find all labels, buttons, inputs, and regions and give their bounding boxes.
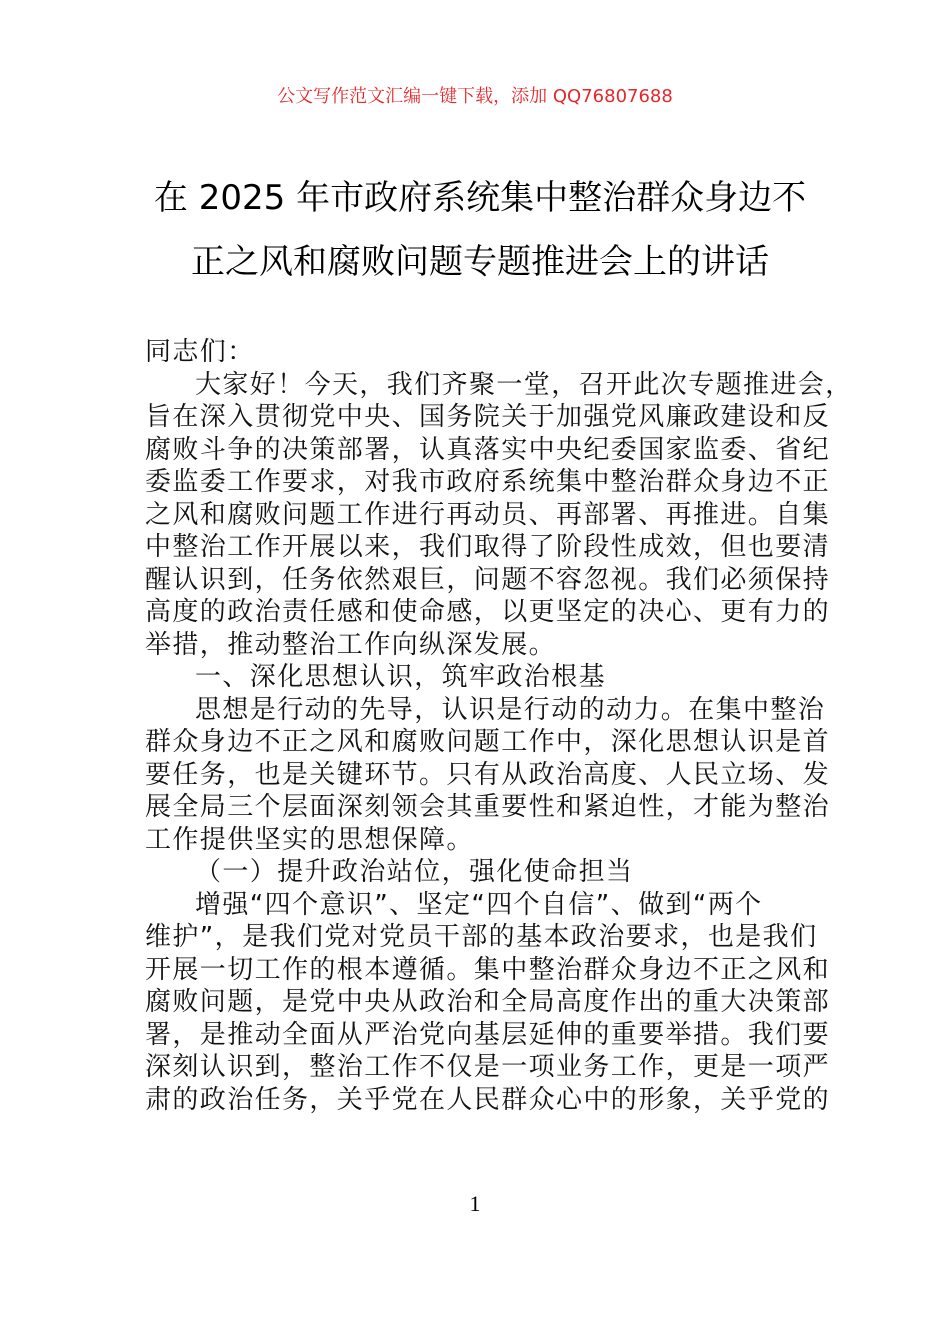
- paragraph-line: 要任务，也是关键环节。只有从政治高度、人民立场、发: [145, 759, 831, 790]
- paragraph-line: 深刻认识到，整治工作不仅是一项业务工作，更是一项严: [145, 1052, 831, 1082]
- title-line-1: 在 2025 年市政府系统集中整治群众身边不: [153, 178, 807, 218]
- page-number: 1: [469, 1191, 481, 1216]
- paragraph-line: 开展一切工作的根本遵循。集中整治群众身边不正之风和: [145, 954, 831, 985]
- paragraph-line: 群众身边不正之风和腐败问题工作中，深化思想认识是首: [145, 727, 831, 757]
- paragraph-line: 工作提供坚实的思想保障。: [145, 824, 474, 855]
- paragraph-line: 旨在深入贯彻党中央、国务院关于加强党风廉政建设和反: [145, 402, 831, 432]
- paragraph-line: 醒认识到，任务依然艰巨，问题不容忽视。我们必须保持: [145, 564, 831, 595]
- section-heading: 一、深化思想认识，筑牢政治根基: [195, 662, 607, 692]
- paragraph-line: 中整治工作开展以来，我们取得了阶段性成效，但也要清: [145, 532, 831, 562]
- title-line-2: 正之风和腐败问题专题推进会上的讲话: [191, 242, 769, 282]
- paragraph-line: 署，是推动全面从严治党向基层延伸的重要举措。我们要: [145, 1019, 831, 1050]
- paragraph-line: 肃的政治任务，关乎党在人民群众心中的形象，关乎党的: [145, 1084, 831, 1115]
- document-body: [145, 336, 853, 1116]
- document-title: [140, 166, 820, 294]
- paragraph-line: 思想是行动的先导，认识是行动的动力。在集中整治: [195, 694, 826, 725]
- paragraph-line: 委监委工作要求，对我市政府系统集中整治群众身边不正: [145, 467, 831, 497]
- salutation: 同志们：: [145, 337, 255, 367]
- subsection-heading: （一）提升政治站位，强化使命担当: [195, 857, 634, 887]
- paragraph-line: 高度的政治责任感和使命感，以更坚定的决心、更有力的: [145, 597, 831, 627]
- paragraph-line: 腐败问题，是党中央从政治和全局高度作出的重大决策部: [145, 987, 831, 1017]
- paragraph-line: 大家好！今天，我们齐聚一堂，召开此次专题推进会，: [195, 369, 853, 400]
- paragraph-line: 腐败斗争的决策部署，认真落实中央纪委国家监委、省纪: [145, 434, 831, 465]
- promo-banner: 公文写作范文汇编一键下载，添加 QQ76807688: [277, 86, 673, 107]
- paragraph-line: 展全局三个层面深刻领会其重要性和紧迫性，才能为整治: [145, 792, 831, 822]
- paragraph-line: 举措，推动整治工作向纵深发展。: [145, 629, 557, 660]
- paragraph-line: 之风和腐败问题工作进行再动员、再部署、再推进。自集: [145, 499, 831, 530]
- paragraph-line: 增强“四个意识”、坚定“四个自信”、做到“两个: [195, 889, 763, 920]
- paragraph-line: 维护”，是我们党对党员干部的基本政治要求，也是我们: [145, 922, 818, 952]
